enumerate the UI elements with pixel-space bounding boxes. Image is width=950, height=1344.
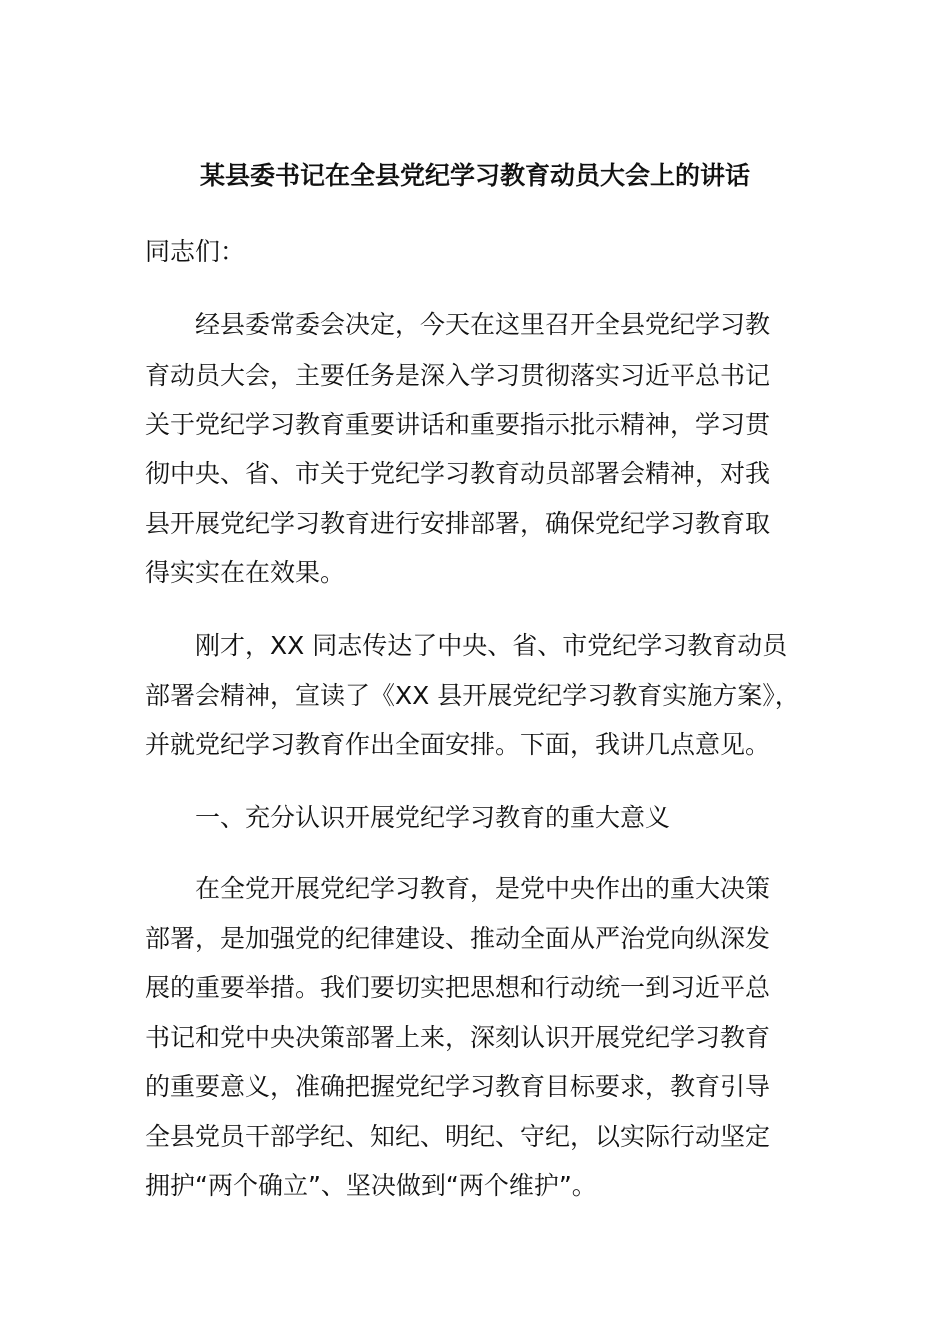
paragraph-1-line-1: 经县委常委会决定，今天在这里召开全县党纪学习教: [195, 310, 771, 339]
paragraph-3-line-2: 部署，是加强党的纪律建设、推动全面从严治党向纵深发: [145, 924, 771, 953]
paragraph-3-line-3: 展的重要举措。我们要切实把思想和行动统一到习近平总: [145, 973, 771, 1002]
document-title: 某县委书记在全县党纪学习教育动员大会上的讲话: [199, 161, 750, 190]
section-heading: 一、充分认识开展党纪学习教育的重大意义: [195, 803, 671, 832]
paragraph-1-line-4: 彻中央、省、市关于党纪学习教育动员部署会精神，对我: [145, 459, 771, 488]
paragraph-3-line-1: 在全党开展党纪学习教育，是党中央作出的重大决策: [195, 874, 771, 903]
paragraph-1-line-5: 县开展党纪学习教育进行安排部署，确保党纪学习教育取: [145, 509, 771, 538]
paragraph-2-line-1: 刚才，XX 同志传达了中央、省、市党纪学习教育动员: [195, 631, 788, 660]
paragraph-1-line-6: 得实实在在效果。: [145, 558, 346, 587]
salutation: 同志们：: [145, 237, 246, 266]
paragraph-2-line-2: 部署会精神，宣读了《XX 县开展党纪学习教育实施方案》，: [145, 681, 800, 710]
paragraph-1-line-3: 关于党纪学习教育重要讲话和重要指示批示精神，学习贯: [145, 410, 771, 439]
paragraph-3-line-4: 书记和党中央决策部署上来，深刻认识开展党纪学习教育: [145, 1023, 771, 1052]
paragraph-2-line-3: 并就党纪学习教育作出全面安排。下面，我讲几点意见。: [145, 730, 771, 759]
paragraph-1-line-2: 育动员大会，主要任务是深入学习贯彻落实习近平总书记: [145, 361, 771, 390]
paragraph-3-line-5: 的重要意义，准确把握党纪学习教育目标要求，教育引导: [145, 1072, 771, 1101]
paragraph-3-line-7: 拥护“两个确立”、坚决做到“两个维护”。: [145, 1171, 597, 1200]
paragraph-3-line-6: 全县党员干部学纪、知纪、明纪、守纪，以实际行动坚定: [145, 1122, 771, 1151]
